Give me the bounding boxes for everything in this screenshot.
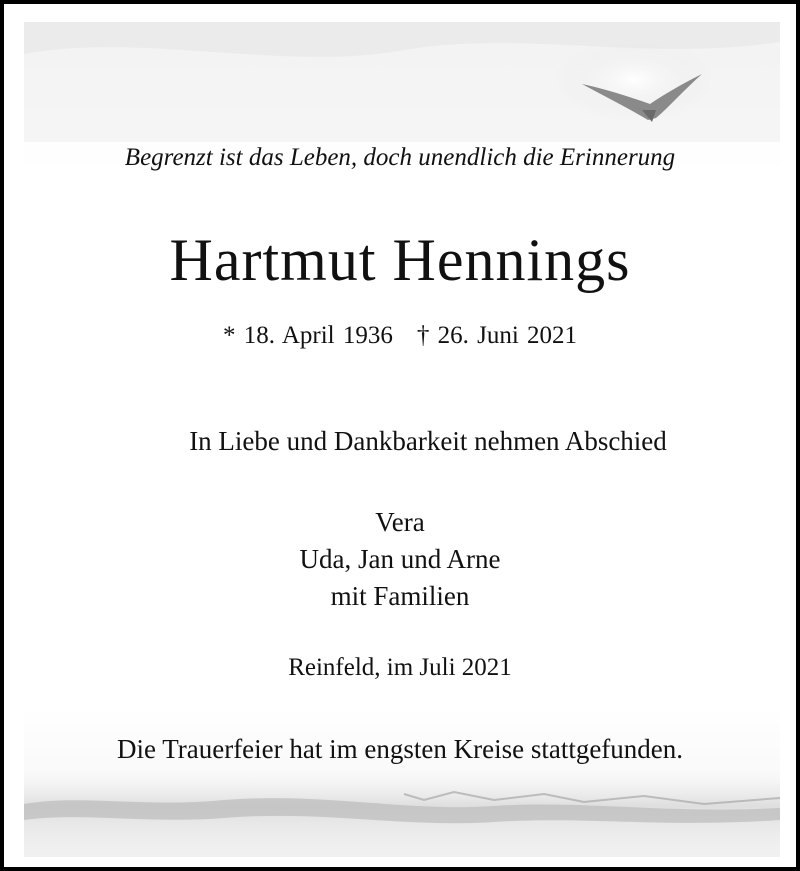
cloud-band — [24, 22, 780, 57]
deceased-name: Hartmut Hennings — [169, 227, 631, 293]
horizon-water — [24, 772, 780, 857]
death-date: † 26. Juni 2021 — [416, 322, 578, 349]
mourner-name: Vera — [375, 507, 425, 537]
mourner-name: mit Familien — [330, 581, 470, 611]
sun-glow — [554, 38, 714, 122]
birth-date: * 18. April 1936 — [222, 322, 393, 349]
mourner-name: Uda, Jan und Arne — [299, 544, 501, 574]
reed-line — [404, 792, 780, 804]
sky-haze — [24, 22, 780, 142]
funeral-note: Die Trauerfeier hat im engsten Kreise stattgefunden. — [116, 734, 684, 764]
seagull-icon — [582, 74, 702, 122]
motto-text: Begrenzt ist das Leben, doch unendlich die Erinnerung — [124, 144, 676, 171]
place-date: Reinfeld, im Juli 2021 — [288, 654, 512, 681]
shoreline — [24, 798, 780, 823]
farewell-text: In Liebe und Dankbarkeit nehmen Abschied — [189, 426, 667, 456]
life-dates — [4, 322, 796, 350]
